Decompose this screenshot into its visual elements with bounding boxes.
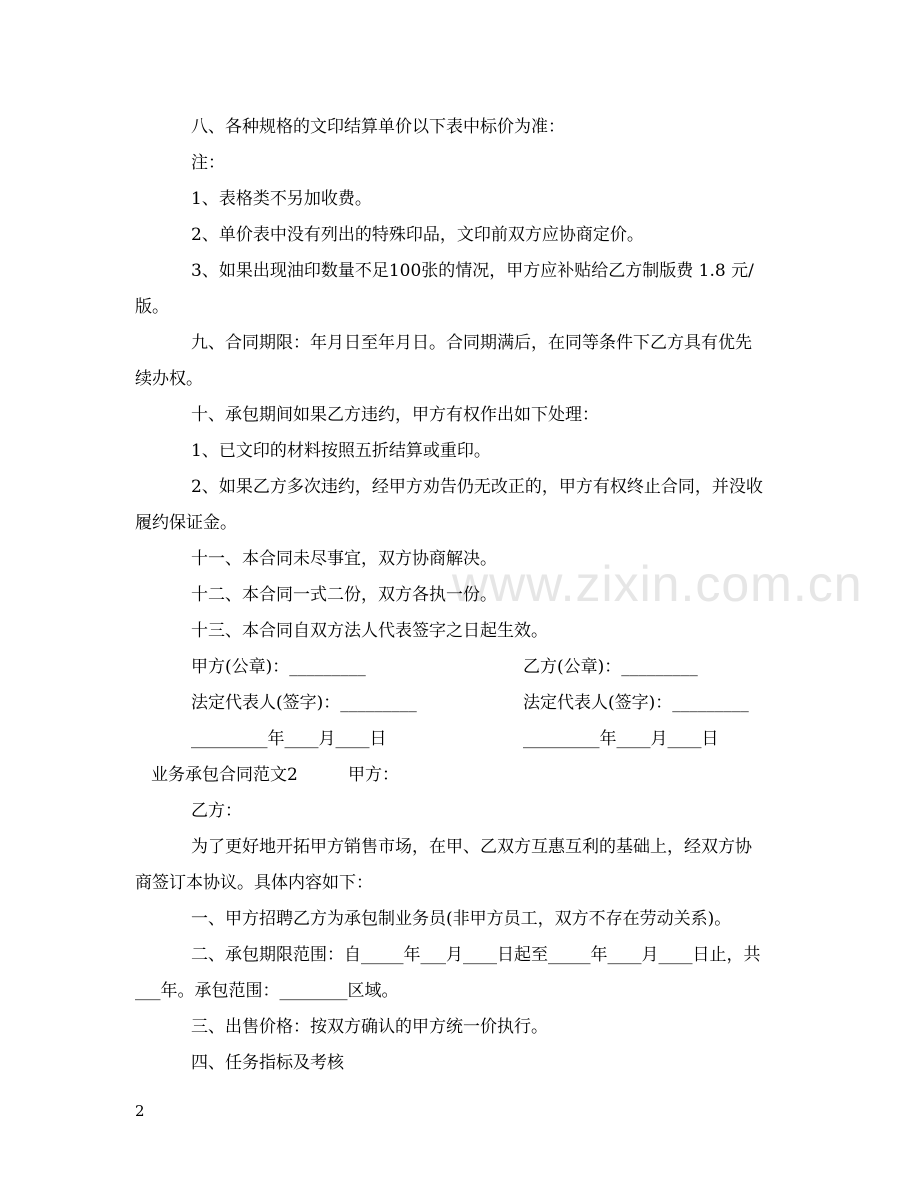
watermark: www.zixin.com.cn	[452, 556, 863, 612]
party-a-seal: 甲方(公章)：_________	[191, 657, 366, 677]
article-3: 三、出售价格：按双方确认的甲方统一价执行。	[191, 1017, 548, 1037]
intro-paragraph: 为了更好地开拓甲方销售市场，在甲、乙双方互惠互利的基础上，经双方协	[191, 837, 752, 857]
article-2-cont: ___年。承包范围：________区域。	[135, 981, 399, 1001]
clause-11: 十一、本合同未尽事宜，双方协商解决。	[191, 549, 497, 569]
note-1: 1、表格类不另加收费。	[191, 189, 372, 209]
party-b-representative: 法定代表人(签字)：_________	[523, 693, 749, 713]
note-2: 2、单价表中没有列出的特殊印品，文印前双方应协商定价。	[191, 225, 644, 245]
page-number: 2	[135, 1102, 145, 1120]
clause-9: 九、合同期限：年月日至年月日。合同期满后，在同等条件下乙方具有优先	[191, 333, 752, 353]
clause-10-1: 1、已文印的材料按照五折结算或重印。	[191, 441, 491, 461]
clause-12: 十二、本合同一式二份，双方各执一份。	[191, 585, 497, 605]
clause-10-2-cont: 履约保证金。	[135, 513, 237, 533]
section-title: 业务承包合同范文2	[151, 765, 298, 785]
clause-13: 十三、本合同自双方法人代表签字之日起生效。	[191, 621, 548, 641]
article-2: 二、承包期限范围：自_____年___月____日起至_____年____月____日止，共	[191, 945, 761, 965]
note-heading: 注：	[191, 153, 225, 173]
note-3-cont: 版。	[135, 297, 169, 317]
party-b-label: 乙方：	[191, 801, 242, 821]
article-4: 四、任务指标及考核	[191, 1053, 344, 1073]
intro-paragraph-cont: 商签订本协议。具体内容如下：	[135, 873, 373, 893]
note-3: 3、如果出现油印数量不足100张的情况，甲方应补贴给乙方制版费 1.8 元/	[191, 261, 754, 281]
party-b-seal: 乙方(公章)：_________	[523, 657, 698, 677]
clause-8: 八、各种规格的文印结算单价以下表中标价为准：	[191, 117, 565, 137]
party-a-date: _________年____月____日	[191, 729, 387, 749]
clause-9-cont: 续办权。	[135, 369, 203, 389]
party-b-date: _________年____月____日	[523, 729, 719, 749]
article-1: 一、甲方招聘乙方为承包制业务员(非甲方员工，双方不存在劳动关系)。	[191, 909, 732, 929]
party-a-label: 甲方：	[348, 765, 399, 785]
clause-10-2: 2、如果乙方多次违约，经甲方劝告仍无改正的，甲方有权终止合同，并没收	[191, 477, 763, 497]
clause-10: 十、承包期间如果乙方违约，甲方有权作出如下处理：	[191, 405, 599, 425]
party-a-representative: 法定代表人(签字)：_________	[191, 693, 417, 713]
